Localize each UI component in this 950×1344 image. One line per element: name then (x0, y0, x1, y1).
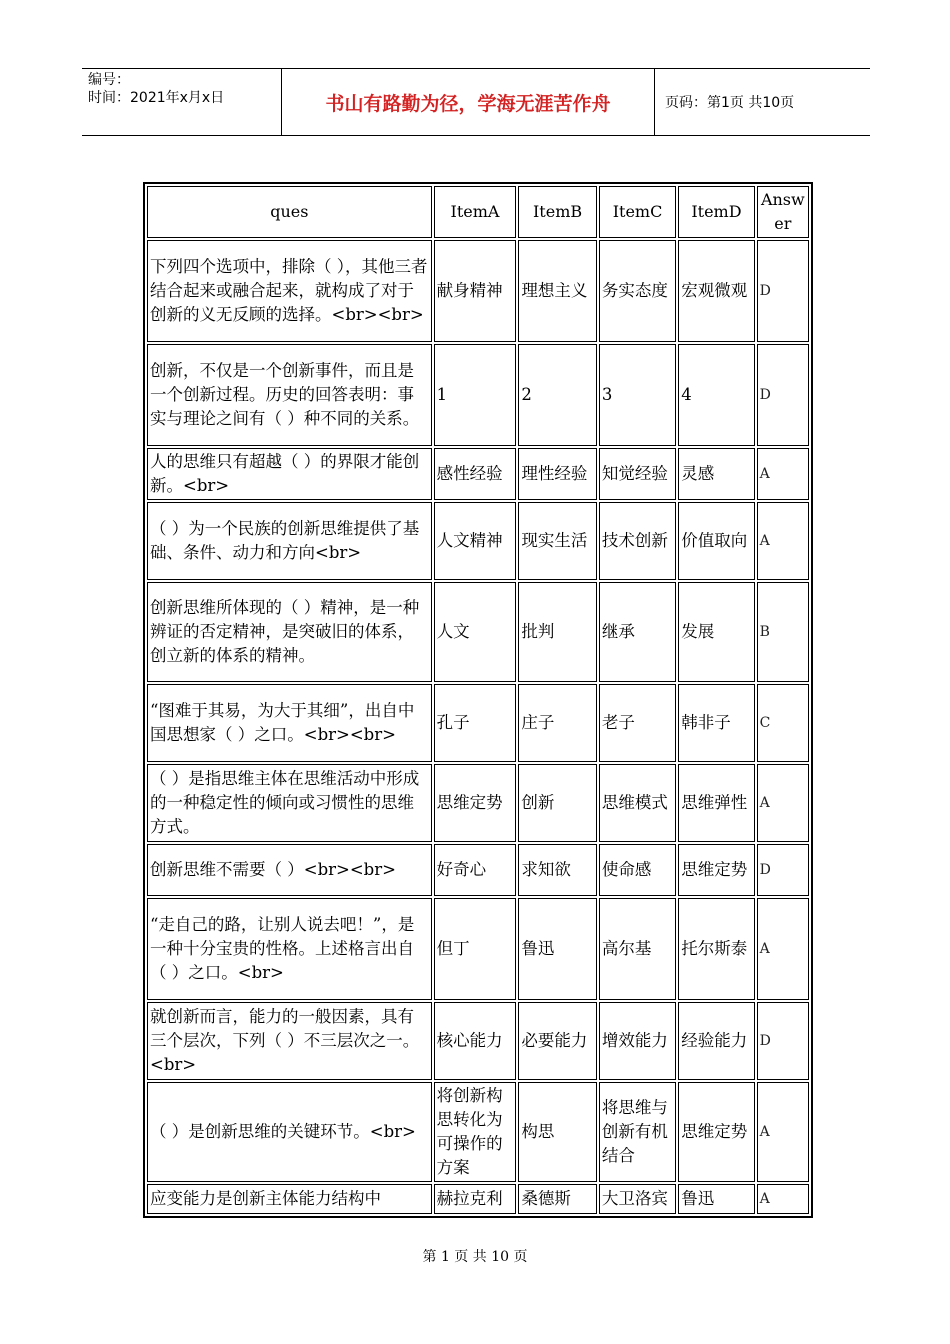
page-header (82, 68, 870, 136)
item-d-cell: 韩非子 (678, 684, 754, 762)
item-a-cell: 赫拉克利 (434, 1184, 517, 1214)
item-d-cell: 经验能力 (678, 1002, 754, 1080)
item-a-cell: 思维定势 (434, 764, 517, 842)
column-header: ItemB (518, 186, 596, 238)
table-header-row (147, 186, 809, 238)
answer-cell: D (757, 240, 809, 342)
question-cell: 创新思维所体现的（ ）精神，是一种辨证的否定精神，是突破旧的体系，创立新的体系的精神。 (147, 582, 432, 682)
question-cell: （ ）是创新思维的关键环节。<br> (147, 1082, 432, 1182)
item-a-cell: 1 (434, 344, 517, 446)
table-row (147, 240, 809, 342)
item-c-cell: 继承 (599, 582, 676, 682)
column-header: ques (147, 186, 432, 238)
table-row (147, 844, 809, 896)
page-footer: 第 1 页 共 10 页 (422, 1249, 528, 1265)
question-cell: 应变能力是创新主体能力结构中 (147, 1184, 432, 1214)
question-cell: 创新思维不需要（ ）<br><br> (147, 844, 432, 896)
table-row (147, 448, 809, 500)
item-a-cell: 人文 (434, 582, 517, 682)
item-d-cell: 4 (678, 344, 754, 446)
question-cell: 人的思维只有超越（ ）的界限才能创新。<br> (147, 448, 432, 500)
item-a-cell: 献身精神 (434, 240, 517, 342)
item-b-cell: 庄子 (518, 684, 596, 762)
item-c-cell: 将思维与创新有机结合 (599, 1082, 676, 1182)
question-table (143, 182, 813, 1218)
item-c-cell: 技术创新 (599, 502, 676, 580)
answer-cell: A (757, 1184, 809, 1214)
item-d-cell: 鲁迅 (678, 1184, 754, 1214)
table-row (147, 1082, 809, 1182)
item-b-cell: 必要能力 (518, 1002, 596, 1080)
item-c-cell: 3 (599, 344, 676, 446)
item-a-cell: 但丁 (434, 898, 517, 1000)
item-c-cell: 高尔基 (599, 898, 676, 1000)
item-b-cell: 理想主义 (518, 240, 596, 342)
item-d-cell: 宏观微观 (678, 240, 754, 342)
item-a-cell: 孔子 (434, 684, 517, 762)
item-a-cell: 感性经验 (434, 448, 517, 500)
header-motto: 书山有路勤为径，学海无涯苦作舟 (282, 69, 655, 135)
answer-cell: A (757, 1082, 809, 1182)
item-b-cell: 创新 (518, 764, 596, 842)
question-cell: “图难于其易，为大于其细”，出自中国思想家（ ）之口。<br><br> (147, 684, 432, 762)
question-cell: 就创新而言，能力的一般因素，具有三个层次，下列（ ）不三层次之一。<br> (147, 1002, 432, 1080)
header-meta (82, 69, 282, 135)
table-row (147, 764, 809, 842)
column-header: ItemD (678, 186, 754, 238)
item-a-cell: 好奇心 (434, 844, 517, 896)
item-b-cell: 理性经验 (518, 448, 596, 500)
column-header: Answer (757, 186, 809, 238)
question-cell: （ ）是指思维主体在思维活动中形成的一种稳定性的倾向或习惯性的思维方式。 (147, 764, 432, 842)
item-a-cell: 将创新构思转化为可操作的方案 (434, 1082, 517, 1182)
item-b-cell: 求知欲 (518, 844, 596, 896)
question-cell: （ ）为一个民族的创新思维提供了基础、条件、动力和方向<br> (147, 502, 432, 580)
time-label: 时间：2021年x月x日 (88, 90, 225, 106)
answer-cell: D (757, 844, 809, 896)
item-d-cell: 思维弹性 (678, 764, 754, 842)
item-d-cell: 思维定势 (678, 844, 754, 896)
column-header: ItemC (599, 186, 676, 238)
question-cell: 创新，不仅是一个创新事件，而且是一个创新过程。历史的回答表明：事实与理论之间有（ ）种不同的关系。 (147, 344, 432, 446)
table-row (147, 502, 809, 580)
answer-cell: A (757, 502, 809, 580)
item-d-cell: 发展 (678, 582, 754, 682)
column-header: ItemA (434, 186, 517, 238)
item-c-cell: 大卫洛宾 (599, 1184, 676, 1214)
item-d-cell: 托尔斯泰 (678, 898, 754, 1000)
answer-cell: D (757, 344, 809, 446)
answer-cell: C (757, 684, 809, 762)
header-page-info: 页码：第1页 共10页 (665, 95, 795, 111)
answer-cell: A (757, 764, 809, 842)
item-d-cell: 灵感 (678, 448, 754, 500)
number-label: 编号： (88, 72, 130, 88)
table-row (147, 1184, 809, 1214)
question-cell: 下列四个选项中，排除（ ），其他三者结合起来或融合起来，就构成了对于创新的义无反顾的选择。<br><br> (147, 240, 432, 342)
table-row (147, 582, 809, 682)
item-b-cell: 批判 (518, 582, 596, 682)
table-row (147, 1002, 809, 1080)
item-c-cell: 老子 (599, 684, 676, 762)
answer-cell: D (757, 1002, 809, 1080)
item-a-cell: 核心能力 (434, 1002, 517, 1080)
table-row (147, 684, 809, 762)
item-a-cell: 人文精神 (434, 502, 517, 580)
item-b-cell: 现实生活 (518, 502, 596, 580)
table-row (147, 898, 809, 1000)
table-row (147, 344, 809, 446)
item-c-cell: 增效能力 (599, 1002, 676, 1080)
item-b-cell: 2 (518, 344, 596, 446)
question-cell: “走自己的路，让别人说去吧！”，是一种十分宝贵的性格。上述格言出自（ ）之口。<br> (147, 898, 432, 1000)
item-c-cell: 使命感 (599, 844, 676, 896)
answer-cell: B (757, 582, 809, 682)
answer-cell: A (757, 898, 809, 1000)
item-c-cell: 知觉经验 (599, 448, 676, 500)
answer-cell: A (757, 448, 809, 500)
item-c-cell: 务实态度 (599, 240, 676, 342)
item-b-cell: 鲁迅 (518, 898, 596, 1000)
item-c-cell: 思维模式 (599, 764, 676, 842)
item-b-cell: 构思 (518, 1082, 596, 1182)
item-d-cell: 思维定势 (678, 1082, 754, 1182)
item-d-cell: 价值取向 (678, 502, 754, 580)
item-b-cell: 桑德斯 (518, 1184, 596, 1214)
